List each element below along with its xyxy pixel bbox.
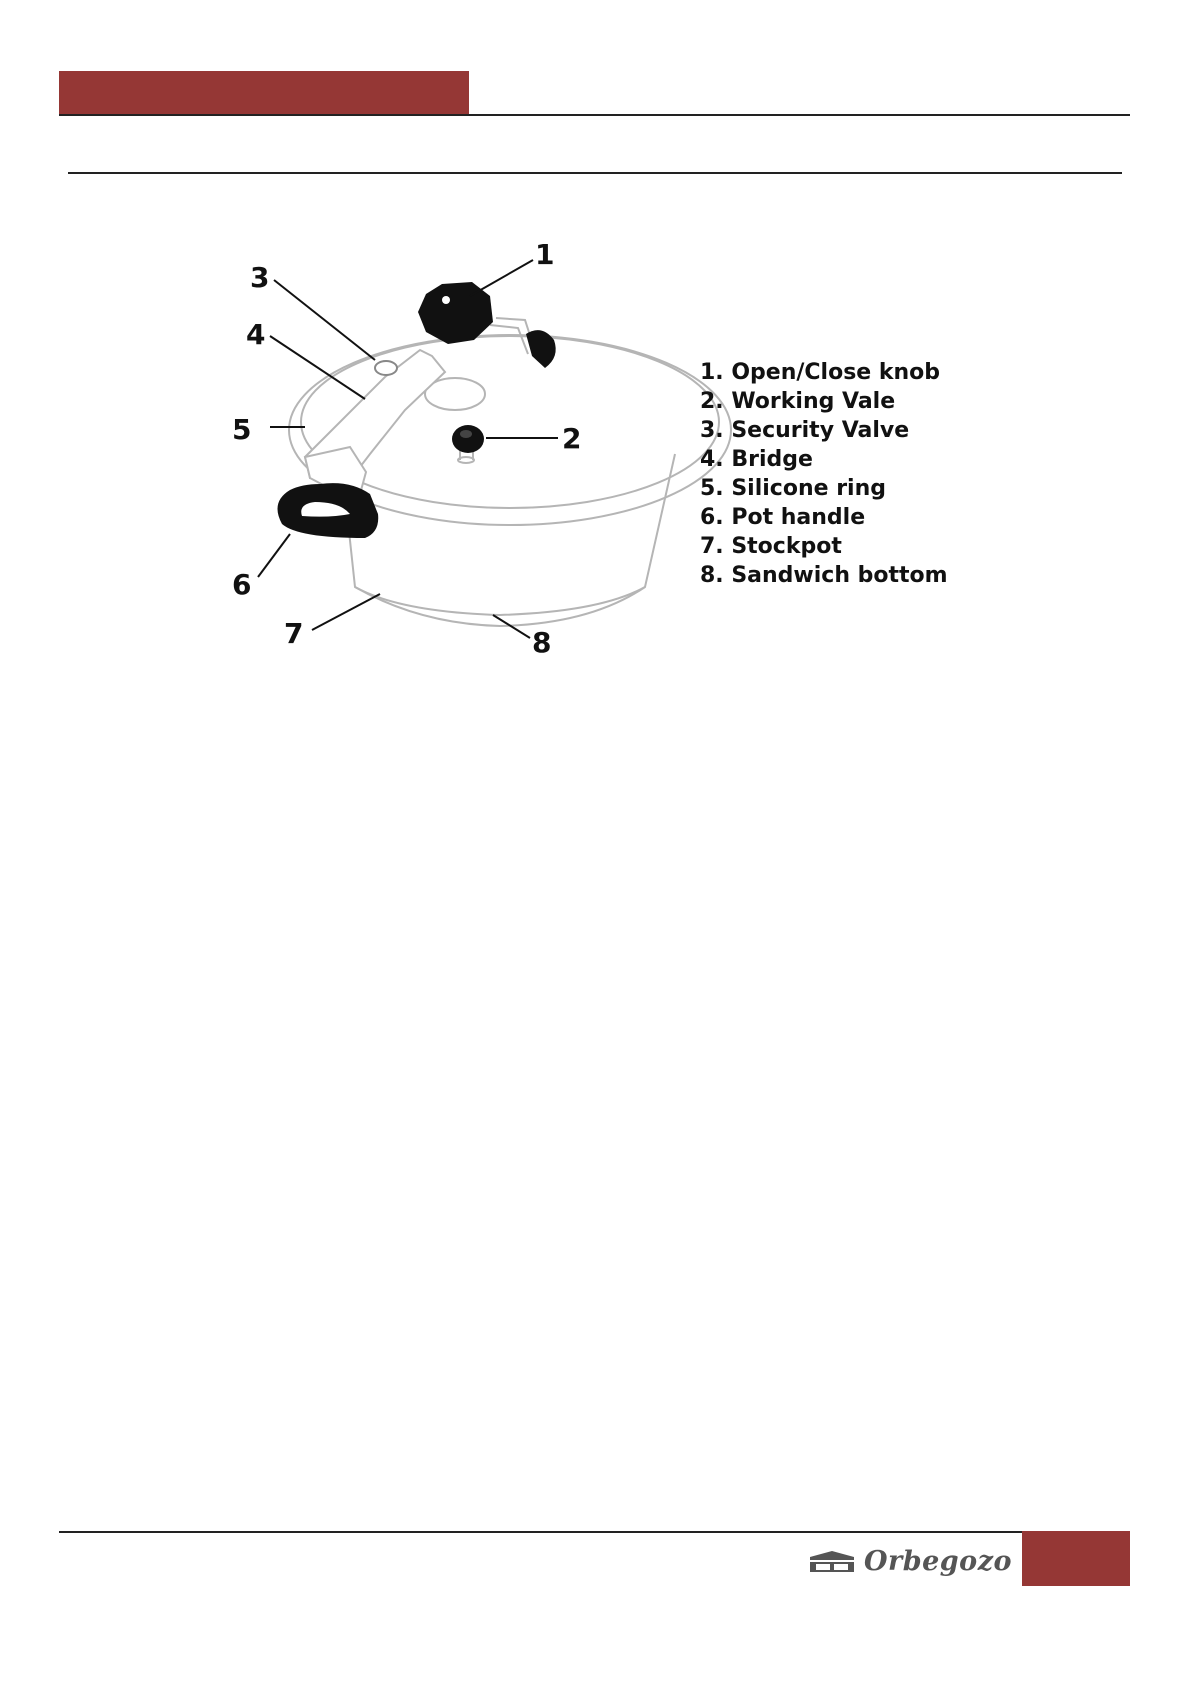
callout-3: 3 bbox=[250, 261, 270, 294]
header-accent-bar bbox=[59, 71, 469, 114]
callout-5: 5 bbox=[232, 413, 252, 446]
legend-item: 3. Security Valve bbox=[700, 418, 910, 443]
legend-item: 7. Stockpot bbox=[700, 534, 842, 559]
brand-mark-icon bbox=[808, 1549, 856, 1573]
legend-item: 1. Open/Close knob bbox=[700, 360, 941, 385]
legend-item: 8. Sandwich bottom bbox=[700, 563, 948, 588]
header-rule bbox=[59, 114, 1130, 116]
section-rule bbox=[68, 172, 1122, 174]
legend-item: 2. Working Vale bbox=[700, 389, 896, 414]
legend-item: 4. Bridge bbox=[700, 447, 813, 472]
footer-accent-box bbox=[1022, 1531, 1130, 1586]
callout-7: 7 bbox=[284, 617, 304, 650]
brand-name: Orbegozo bbox=[864, 1545, 1013, 1577]
brand-logo bbox=[808, 1543, 1013, 1579]
callout-6: 6 bbox=[232, 568, 252, 601]
footer-rule bbox=[59, 1531, 1022, 1533]
legend-item: 5. Silicone ring bbox=[700, 476, 886, 501]
legend-item: 6. Pot handle bbox=[700, 505, 866, 530]
callout-8: 8 bbox=[532, 626, 552, 659]
parts-legend bbox=[700, 358, 948, 590]
callout-2: 2 bbox=[562, 422, 582, 455]
callout-4: 4 bbox=[246, 318, 266, 351]
callout-1: 1 bbox=[535, 238, 555, 271]
